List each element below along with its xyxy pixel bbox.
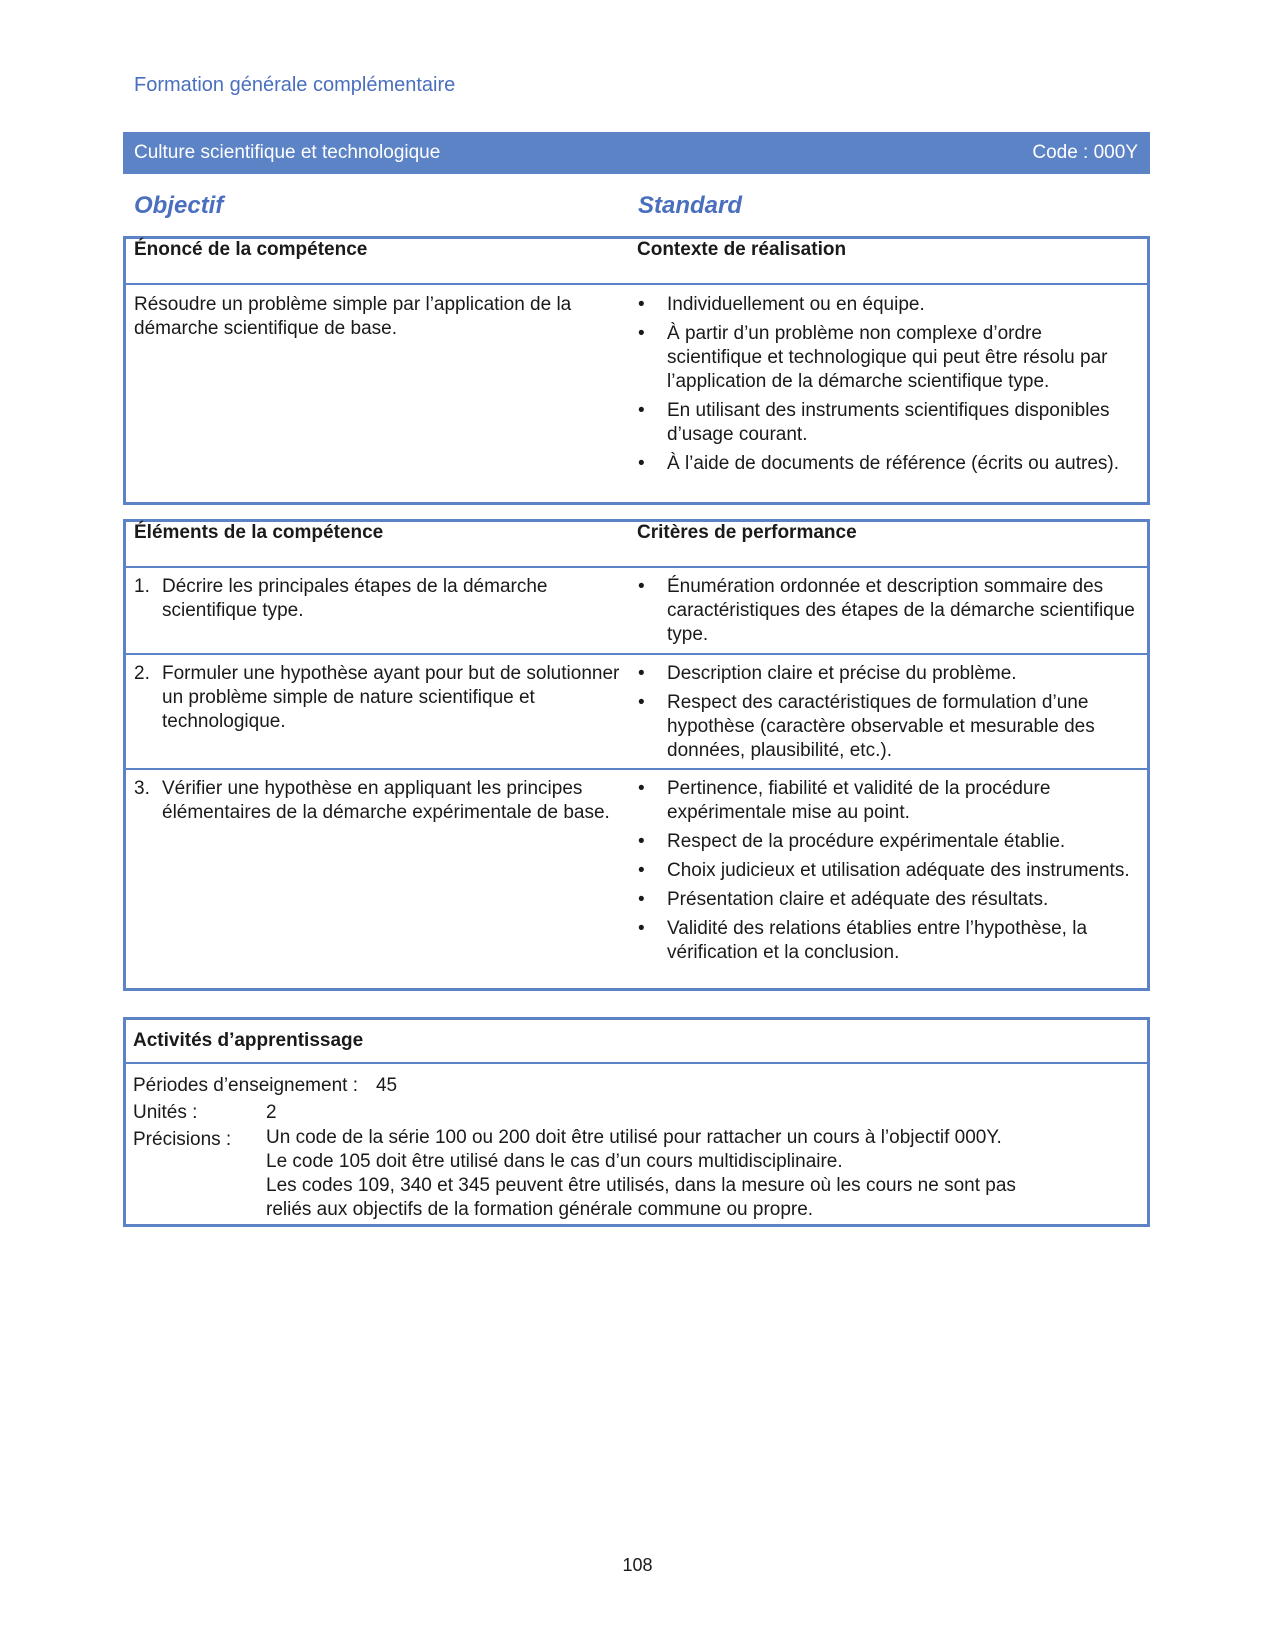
element-number: 2. <box>134 663 150 684</box>
precision-line: Un code de la série 100 ou 200 doit être utilisé pour rattacher un cours à l’objectif 000Y. <box>266 1127 1002 1148</box>
element-item <box>134 777 633 825</box>
competence-header-row <box>126 239 1147 285</box>
precision-line: Les codes 109, 340 et 345 peuvent être utilisés, dans la mesure où les cours ne sont pas <box>266 1175 1016 1196</box>
context-item: • À l’aide de documents de référence (écrits ou autres). <box>637 452 1139 476</box>
standard-heading: Standard <box>638 192 743 219</box>
element-row <box>126 655 1147 770</box>
element-item <box>134 662 633 734</box>
periods-line <box>126 1072 1147 1099</box>
competence-table <box>123 236 1150 505</box>
precisions-line <box>126 1126 1147 1222</box>
criterion-item: • Choix judicieux et utilisation adéquate des instruments. <box>637 859 1139 883</box>
precision-line: reliés aux objectifs de la formation générale commune ou propre. <box>266 1199 814 1220</box>
criterion-item: • Description claire et précise du problème. <box>637 662 1139 686</box>
context-list <box>633 293 1147 481</box>
context-item: • À partir d’un problème non complexe d’ordre scientifique et technologique qui peut être résolu par l’application de la démarche scientifique type. <box>637 322 1139 394</box>
learning-activities-box <box>123 1017 1150 1227</box>
context-header: Contexte de réalisation <box>637 239 847 260</box>
statement-line: Résoudre un problème simple par l’application de la <box>134 294 572 315</box>
units-value: 2 <box>266 1102 277 1123</box>
competence-statement <box>126 293 633 481</box>
elements-header: Éléments de la compétence <box>134 522 384 543</box>
precisions-text <box>266 1126 1016 1222</box>
context-item: • Individuellement ou en équipe. <box>637 293 1139 317</box>
banner-title: Culture scientifique et technologique <box>134 142 441 163</box>
section-title: Formation générale complémentaire <box>134 74 456 96</box>
periods-label: Périodes d’enseignement : <box>133 1075 358 1096</box>
precisions-label: Précisions : <box>133 1129 232 1150</box>
element-text: Vérifier une hypothèse en appliquant les principes élémentaires de la démarche expérimentale de base. <box>162 778 610 823</box>
criterion-item: • Présentation claire et adéquate des résultats. <box>637 888 1139 912</box>
context-item: • En utilisant des instruments scientifiques disponibles d’usage courant. <box>637 399 1139 447</box>
statement-line: démarche scientifique de base. <box>134 318 397 339</box>
elements-table <box>123 519 1150 991</box>
element-number: 1. <box>134 576 150 597</box>
criterion-item: • Respect de la procédure expérimentale établie. <box>637 830 1139 854</box>
units-label: Unités : <box>133 1102 198 1123</box>
activities-title: Activités d’apprentissage <box>126 1020 1147 1064</box>
criterion-item: • Validité des relations établies entre l’hypothèse, la vérification et la conclusion. <box>637 917 1139 965</box>
units-line <box>126 1099 1147 1126</box>
criteria-header: Critères de performance <box>637 522 857 543</box>
banner-code: Code : 000Y <box>1032 142 1138 163</box>
criterion-item: • Pertinence, fiabilité et validité de la procédure expérimentale mise au point. <box>637 777 1139 825</box>
elements-header-row <box>126 522 1147 568</box>
criterion-item: • Respect des caractéristiques de formulation d’une hypothèse (caractère observable et mesurable des données, plausibilité, etc.). <box>637 691 1139 763</box>
element-text: Formuler une hypothèse ayant pour but de solutionner un problème simple de nature scientifique et technologique. <box>162 663 620 732</box>
objectif-heading: Objectif <box>134 192 224 219</box>
element-row <box>126 770 1147 970</box>
criterion-item: • Énumération ordonnée et description sommaire des caractéristiques des étapes de la démarche scientifique type. <box>637 575 1139 647</box>
competence-body-row <box>126 285 1147 481</box>
competence-statement-header: Énoncé de la compétence <box>134 239 368 260</box>
course-banner <box>123 132 1150 174</box>
element-item <box>134 575 633 623</box>
element-number: 3. <box>134 778 150 799</box>
periods-value: 45 <box>375 1075 398 1096</box>
precision-line: Le code 105 doit être utilisé dans le cas d’un cours multidisciplinaire. <box>266 1151 843 1172</box>
page-number: 108 <box>622 1555 653 1575</box>
element-row <box>126 568 1147 655</box>
element-text: Décrire les principales étapes de la démarche scientifique type. <box>162 576 548 621</box>
